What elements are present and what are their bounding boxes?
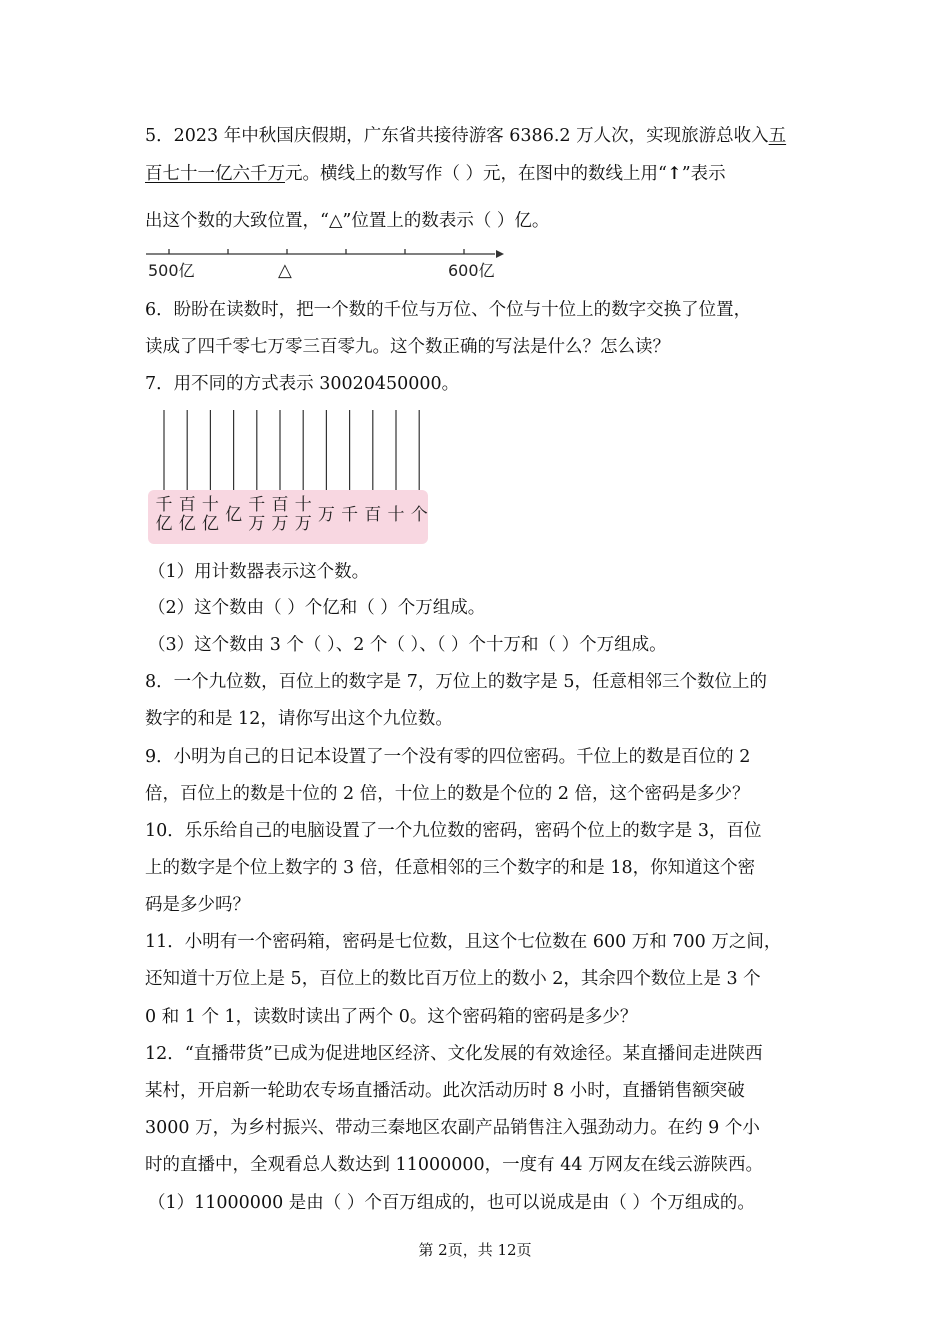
q5-underlined-2: 百七十一亿六千万 [145, 164, 285, 184]
place-label-top: 百 [178, 495, 196, 515]
q8-line-1: 8．一个九位数，百位上的数字是 7，万位上的数字是 5，任意相邻三个数位上的 [145, 672, 768, 692]
number-line [140, 244, 510, 284]
q10-line-2: 上的数字是个位上数字的 3 倍，任意相邻的三个数字的和是 18，你知道这个密 [145, 858, 756, 878]
q12-line-2: 某村，开启新一轮助农专场直播活动。此次活动历时 8 小时，直播销售额突破 [145, 1081, 745, 1101]
q8-line-2: 数字的和是 12，请你写出这个九位数。 [145, 709, 453, 729]
q6-line-2: 读成了四千零七万零三百零九。这个数正确的写法是什么？怎么读？ [145, 337, 670, 357]
q7-sub-2: （2）这个数由（ ）个亿和（ ）个万组成。 [148, 598, 486, 618]
q5-line-3 [145, 209, 549, 233]
place-label-bottom: 万 [271, 514, 289, 534]
q11-line-3: 0 和 1 个 1，读数时读出了两个 0。这个密码箱的密码是多少？ [145, 1007, 638, 1027]
q5-text-1: 5．2023 年中秋国庆假期，广东省共接待游客 6386.2 万人次，实现旅游总收入 [145, 126, 769, 146]
q5-text-2b: ”表示 [681, 164, 726, 184]
place-label-bottom: 万 [248, 514, 266, 534]
place-label-bottom: 亿 [178, 514, 196, 534]
page-footer: 第 2页，共 12页 [418, 1241, 532, 1259]
number-line-left-label: 500亿 [148, 261, 195, 280]
number-line-right-label: 600亿 [448, 261, 495, 280]
place-label: 个 [410, 505, 428, 525]
place-label: 百 [364, 505, 382, 525]
place-value-labels [148, 490, 428, 544]
q7-sub-3: （3）这个数由 3 个（ ）、2 个（ ）、（ ）个十万和（ ）个万组成。 [148, 635, 667, 655]
q6-line-1: 6．盼盼在读数时，把一个数的千位与万位、个位与十位上的数字交换了位置， [145, 300, 752, 320]
place-label: 十 [387, 505, 405, 525]
place-label: 千 [341, 505, 359, 525]
number-line-svg [140, 244, 510, 284]
place-label-bottom: 亿 [155, 514, 173, 534]
q12-line-3: 3000 万，为乡村振兴、带动三秦地区农副产品销售注入强劲动力。在约 9 个小 [145, 1118, 760, 1138]
q11-line-1: 11．小明有一个密码箱，密码是七位数，且这个七位数在 600 万和 700 万之间， [145, 932, 782, 952]
place-label [247, 496, 267, 534]
q5-line-2 [145, 162, 726, 186]
q12-sub-1: （1）11000000 是由（ ）个百万组成的，也可以说成是由（ ）个万组成的。 [148, 1193, 755, 1213]
place-label-top: 十 [201, 495, 219, 515]
place-label-bottom: 亿 [201, 514, 219, 534]
abacus-rods-svg [148, 410, 430, 500]
q5-underlined-1: 五 [768, 126, 787, 146]
place-label-top: 百 [271, 495, 289, 515]
q9-line-2: 倍，百位上的数是十位的 2 倍，十位上的数是个位的 2 倍，这个密码是多少？ [145, 784, 750, 804]
place-label: 亿 [225, 505, 243, 525]
q12-line-1: 12．“直播带货”已成为促进地区经济、文化发展的有效途径。某直播间走进陕西 [145, 1044, 763, 1064]
place-label-top: 十 [294, 495, 312, 515]
q5-text-2: 元。横线上的数写作（ ）元，在图中的数线上用“ [285, 164, 668, 184]
place-label-top: 千 [248, 495, 266, 515]
up-arrow-icon: ↑ [667, 164, 682, 184]
place-label [154, 496, 174, 534]
q11-line-2: 还知道十万位上是 5，百位上的数比百万位上的数小 2，其余四个数位上是 3 个 [145, 969, 761, 989]
q12-line-4: 时的直播中，全观看总人数达到 11000000，一度有 44 万网友在线云游陕西。 [145, 1155, 764, 1175]
place-label [270, 496, 290, 534]
q5-text-3: 出这个数的大致位置，“△”位置上的数表示（ ）亿。 [145, 211, 550, 231]
q10-line-3: 码是多少吗？ [145, 895, 250, 915]
number-line-arrowhead [496, 250, 504, 258]
q7-line-1: 7．用不同的方式表示 30020450000。 [145, 374, 460, 394]
place-label: 万 [317, 505, 335, 525]
place-label [200, 496, 220, 534]
place-label [177, 496, 197, 534]
place-label [293, 496, 313, 534]
place-label-bottom: 万 [294, 514, 312, 534]
q9-line-1: 9．小明为自己的日记本设置了一个没有零的四位密码。千位上的数是百位的 2 [145, 747, 751, 767]
q7-sub-1: （1）用计数器表示这个数。 [148, 562, 370, 582]
q10-line-1: 10．乐乐给自己的电脑设置了一个九位数的密码，密码个位上的数字是 3，百位 [145, 821, 762, 841]
q5-line-1 [145, 124, 786, 148]
place-label-top: 千 [155, 495, 173, 515]
triangle-marker: △ [278, 260, 292, 281]
